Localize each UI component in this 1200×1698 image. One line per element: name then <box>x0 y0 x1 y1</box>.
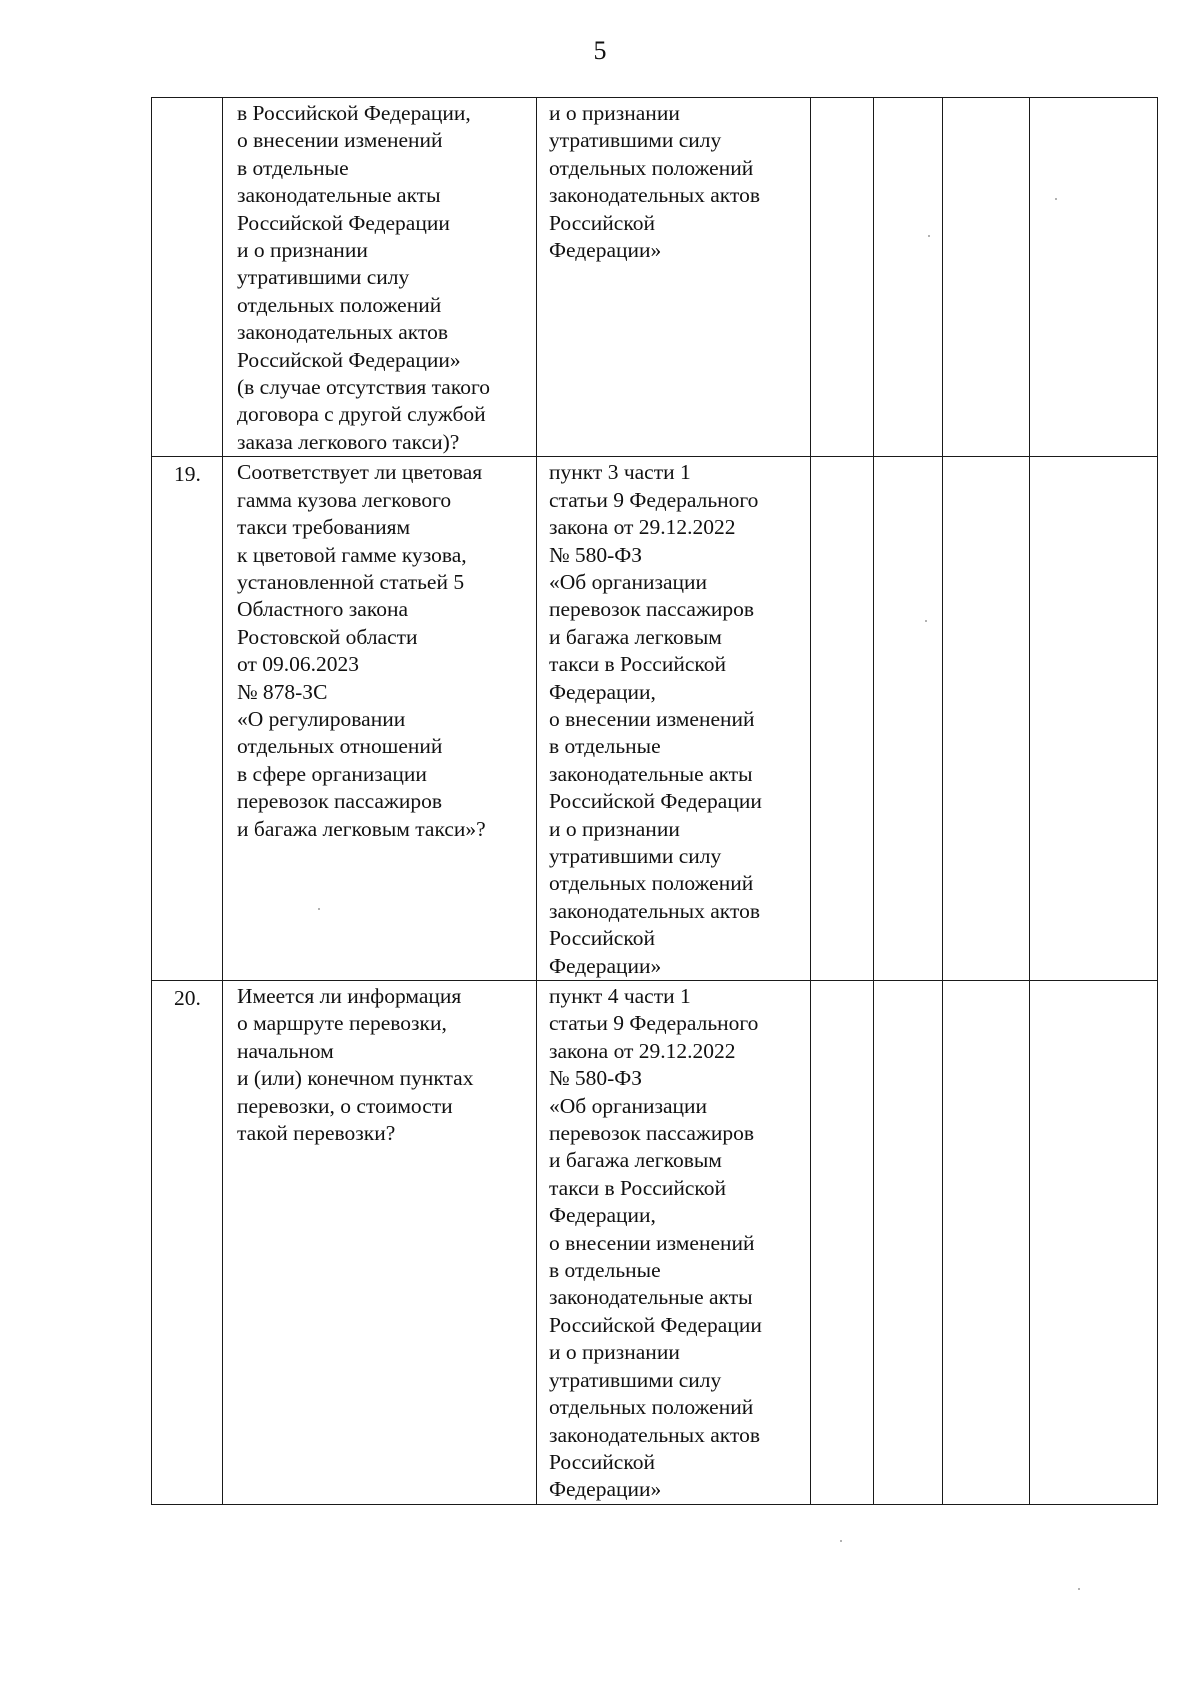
answer-cell-na <box>943 457 1030 981</box>
scan-speck <box>928 235 930 237</box>
question-text: Имеется ли информация о маршруте перевозки, начальном и (или) конечном пунктах перевозки, о стоимости такой перевозки? <box>237 984 474 1146</box>
scan-speck <box>318 908 320 910</box>
row-number: 20. <box>174 986 201 1010</box>
question-text: Соответствует ли цветовая гамма кузова легкового такси требованиям к цветовой гамме кузова, установленной статьей 5 Областного закона Ростовской области от 09.06.2023 № 878-ЗС «О регулировании отдельных отношений в сфере организации перевозок пассажиров и багажа легковым такси»? <box>237 460 486 841</box>
row-number-cell <box>152 457 223 981</box>
legal-basis-text: и о признании утратившими силу отдельных положений законодательных актов Российской Федерации» <box>549 101 760 263</box>
answer-cell-na <box>943 98 1030 457</box>
checklist-table <box>151 97 1158 1505</box>
notes-cell <box>1030 98 1158 457</box>
question-text: в Российской Федерации, о внесении изменений в отдельные законодательные акты Российской Федерации и о признании утратившими силу отдельных положений законодательных актов Российской Федерации» (в случае отсутствия такого договора с другой службой заказа легкового такси)? <box>237 101 490 454</box>
row-number <box>152 98 222 102</box>
row-number-cell <box>152 98 223 457</box>
table-row <box>152 457 1158 981</box>
legal-basis-cell <box>537 98 811 457</box>
notes-cell <box>1030 457 1158 981</box>
table-row <box>152 981 1158 1505</box>
table-row <box>152 98 1158 457</box>
legal-basis-text: пункт 3 части 1 статьи 9 Федерального закона от 29.12.2022 № 580-ФЗ «Об организации перевозок пассажиров и багажа легковым такси в Российской Федерации, о внесении изменений в отдельные законодательные акты Российской Федерации и о признании утратившими силу отдельных положений законодательных актов Российской Федерации» <box>549 460 762 978</box>
page-number: 5 <box>593 36 607 65</box>
answer-cell-no <box>874 457 943 981</box>
answer-cell-yes <box>811 98 874 457</box>
scan-speck <box>840 1540 842 1542</box>
answer-cell-yes <box>811 981 874 1505</box>
scan-speck <box>1055 198 1057 200</box>
question-cell <box>223 98 537 457</box>
question-cell <box>223 981 537 1505</box>
answer-cell-na <box>943 981 1030 1505</box>
row-number: 19. <box>174 462 201 487</box>
scan-speck <box>925 620 927 622</box>
answer-cell-no <box>874 981 943 1505</box>
question-cell <box>223 457 537 981</box>
row-number-cell <box>152 981 223 1505</box>
answer-cell-no <box>874 98 943 457</box>
legal-basis-cell <box>537 981 811 1505</box>
answer-cell-yes <box>811 457 874 981</box>
scan-speck <box>1078 1588 1080 1590</box>
legal-basis-text: пункт 4 части 1 статьи 9 Федерального закона от 29.12.2022 № 580-ФЗ «Об организации перевозок пассажиров и багажа легковым такси в Российской Федерации, о внесении изменений в отдельные законодательные акты Российской Федерации и о признании утратившими силу отдельных положений законодательных актов Российской Федерации» <box>549 984 762 1502</box>
notes-cell <box>1030 981 1158 1505</box>
legal-basis-cell <box>537 457 811 981</box>
